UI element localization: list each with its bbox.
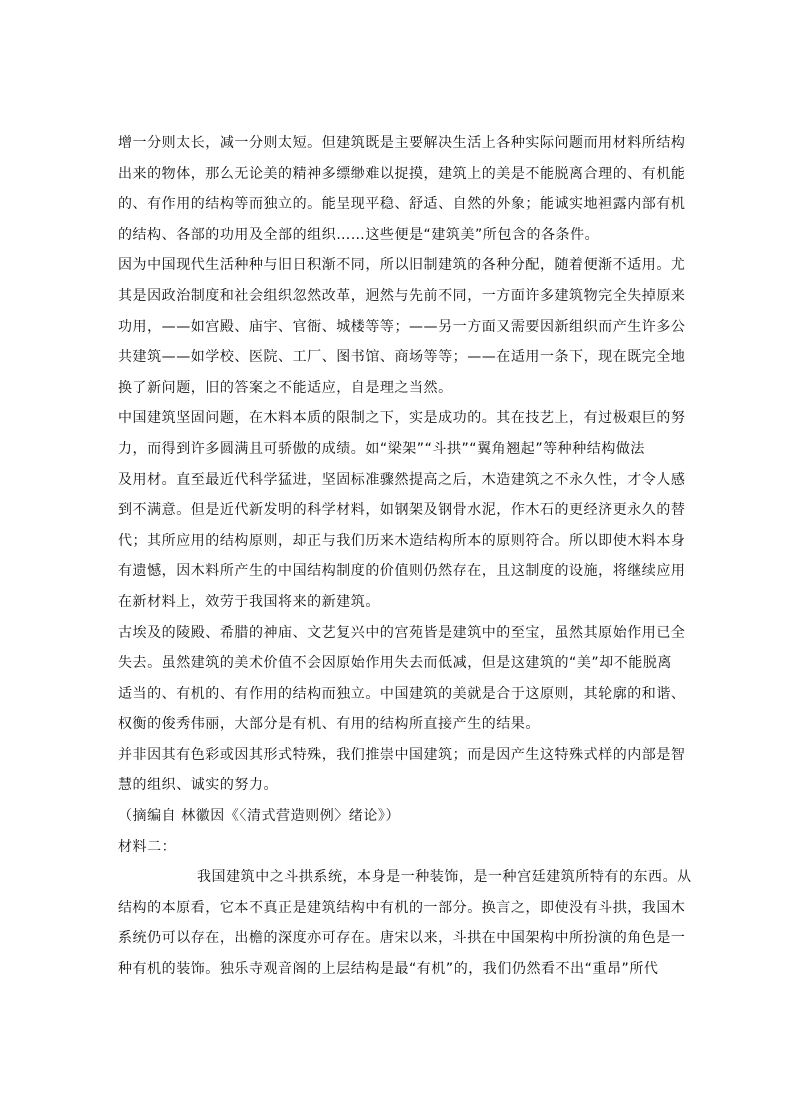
text-line: 失去。虽然建筑的美术价值不会因原始作用失去而低减，但是这建筑的“美”却不能脱离: [118, 655, 672, 672]
text-line: 在新材料上，效劳于我国将来的新建筑。: [118, 593, 380, 610]
text-line: 出来的物体，那么无论美的精神多缥缈难以捉摸，建筑上的美是不能脱离合理的、有机能: [118, 165, 686, 182]
text-line: 适当的、有机的、有作用的结构而独立。中国建筑的美就是合于这原则，其轮廓的和谐、: [118, 685, 686, 702]
text-line: 及用材。直至最近代科学猛进，坚固标准骤然提高之后，木造建筑之不永久性，才令人感: [118, 471, 686, 488]
text-line: 到不满意。但是近代新发明的科学材料，如钢架及钢骨水泥，作木石的更经济更永久的替: [118, 502, 686, 519]
text-line: 换了新问题，旧的答案之不能适应，自是理之当然。: [118, 379, 453, 396]
document-page: [118, 128, 692, 985]
text-line: 有遗憾，因木料所产生的中国结构制度的价值则仍然存在，且这制度的设施，将继续应用: [118, 563, 686, 580]
text-line: 慧的组织、诚实的努力。: [118, 777, 279, 794]
section-heading: 材料二：: [118, 838, 177, 855]
text-line: 的、有作用的结构等而独立的。能呈现平稳、舒适、自然的外象；能诚实地袒露内部有机: [118, 196, 686, 213]
text-line: 其是因政治制度和社会组织忽然改革，迥然与先前不同，一方面许多建筑物完全失掉原来: [118, 287, 686, 304]
text-line: 并非因其有色彩或因其形式特殊，我们推崇中国建筑；而是因产生这特殊式样的内部是智: [118, 746, 686, 763]
source-citation: （摘编自 林徽因《〈清式营造则例〉绪论》）: [118, 808, 400, 825]
text-line: 功用，——如宫殿、庙宇、官衙、城楼等等；——另一方面又需要因新组织而产生许多公: [118, 318, 686, 335]
text-line: 增一分则太长，减一分则太短。但建筑既是主要解决生活上各种实际问题而用材料所结构: [118, 135, 686, 151]
text-line: 结构的本原看，它本不真正是建筑结构中有机的一部分。换言之，即使没有斗拱，我国木: [118, 899, 686, 916]
text-line: 力，而得到许多圆满且可骄傲的成绩。如“梁架”“斗拱”“翼角翘起”等种种结构做法: [118, 440, 645, 457]
text-line: 的结构、各部的功用及全部的组织……这些便是“建筑美”所包含的各条件。: [118, 226, 600, 243]
text-line: 古埃及的陵殿、希腊的神庙、文艺复兴中的宫苑皆是建筑中的至宝，虽然其原始作用已全: [118, 624, 686, 641]
text-line: 权衡的俊秀伟丽，大部分是有机、有用的结构所直接产生的结果。: [118, 716, 540, 733]
text-line: 代；其所应用的结构原则，却正与我们历来木造结构所本的原则符合。所以即使木料本身: [118, 532, 686, 549]
text-line: 种有机的装饰。独乐寺观音阁的上层结构是最“有机”的，我们仍然看不出“重昂”所代: [118, 961, 659, 978]
text-line: 我国建筑中之斗拱系统，本身是一种装饰，是一种宫廷建筑所特有的东西。从: [197, 869, 692, 886]
text-line: 中国建筑坚固问题，在木料本质的限制之下，实是成功的。其在技艺上，有过极艰巨的努: [118, 410, 686, 427]
text-line: 共建筑——如学校、医院、工厂、图书馆、商场等等；——在适用一条下，现在既完全地: [118, 349, 686, 366]
text-line: 系统仍可以存在，出檐的深度亦可存在。唐宋以来，斗拱在中国架构中所扮演的角色是一: [118, 930, 686, 947]
text-line: 因为中国现代生活种种与旧日积渐不同，所以旧制建筑的各种分配，随着便渐不适用。尤: [118, 257, 686, 274]
